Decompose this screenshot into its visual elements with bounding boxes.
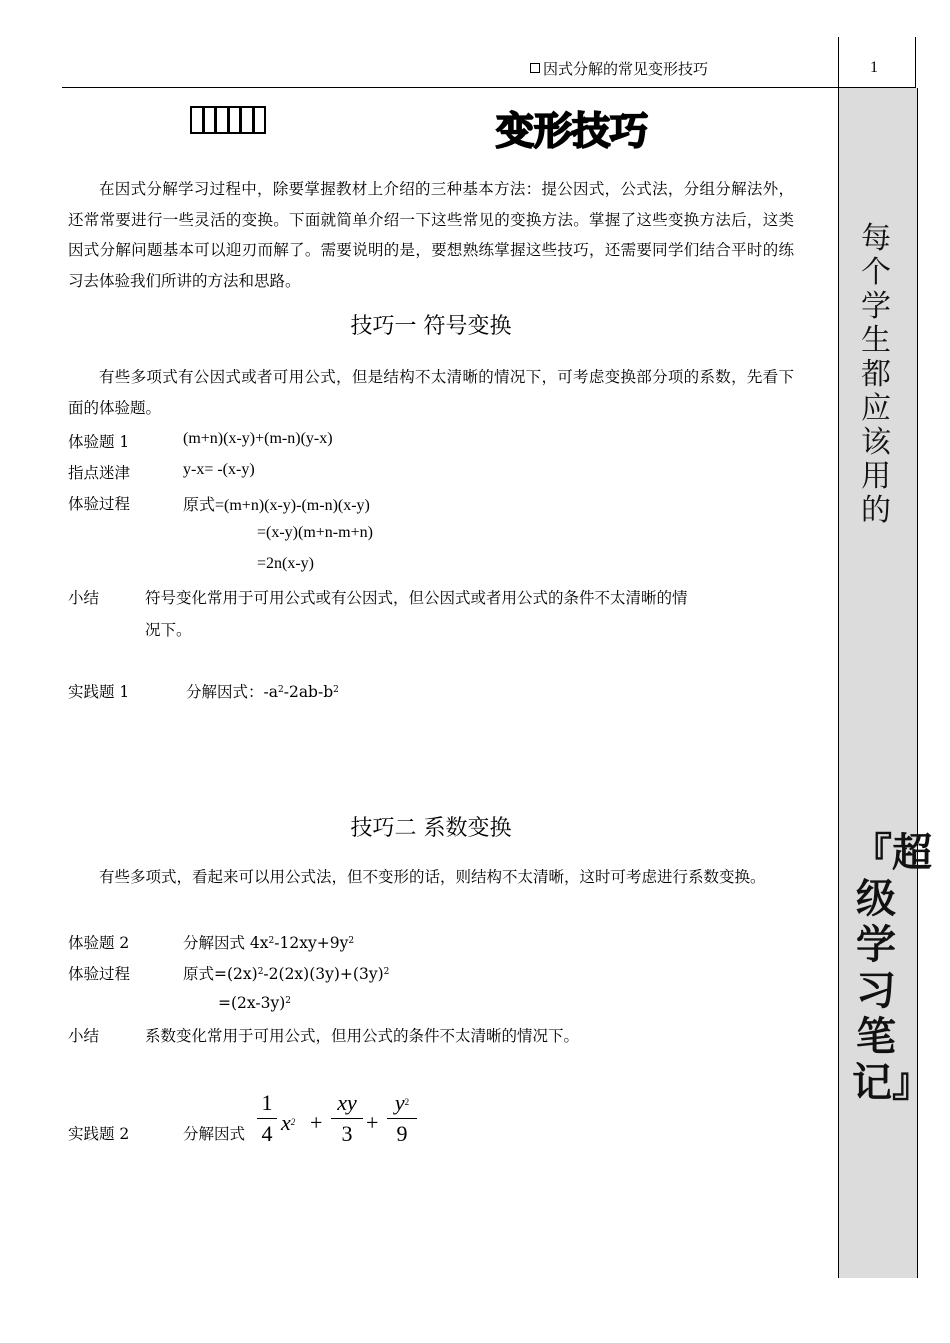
hint-value: y-x= -(x-y) — [183, 461, 255, 478]
logo-bars-icon — [190, 106, 266, 134]
summary2-text: 系数变化常用于可用公式，但用公式的条件不太清晰的情况下。 — [145, 1027, 580, 1045]
section1-intro: 有些多项式有公因式或者可用公式，但是结构不太清晰的情况下，可考虑变换部分项的系数，先看下面的体验题。 — [68, 368, 794, 417]
plus-sign-1: + — [310, 1110, 323, 1135]
proc1-line2: =(x-y)(m+n-m+n) — [257, 524, 373, 541]
practice1-expr: 分解因式：$-a^2-2ab-b^2$ — [186, 683, 339, 701]
practice2-prefix: 分解因式 — [183, 1125, 246, 1143]
summary1-line2: 况下。 — [145, 621, 192, 639]
summary2-label: 小结 — [68, 1027, 100, 1045]
proc1-label: 体验过程 — [68, 495, 131, 513]
summary1-line1: 符号变化常用于可用公式或有公因式，但公因式或者用公式的条件不太清晰的情 — [145, 589, 688, 607]
practice2-label: 实践题 2 — [68, 1125, 130, 1143]
proc1-line1: 原式=(m+n)(x-y)-(m-n)(x-y) — [183, 497, 370, 514]
fraction-xy-3: xy 3 — [331, 1090, 363, 1147]
fraction-y2-9: $y^2$ 9 — [387, 1090, 417, 1147]
hint-label: 指点迷津 — [68, 464, 131, 482]
header-rule — [62, 87, 839, 88]
section2-intro: 有些多项式，看起来可以用公式法，但不变形的话，则结构不太清晰，这时可考虑进行系数变换。 — [99, 868, 766, 886]
banner-title: 变形技巧 — [496, 109, 649, 153]
plus-sign-2: + — [366, 1110, 379, 1135]
section2-title: 技巧二 系数变换 — [350, 816, 512, 841]
exp1-value: (m+n)(x-y)+(m-n)(y-x) — [183, 430, 333, 447]
proc2-label: 体验过程 — [68, 965, 131, 983]
proc2-line1: 原式$=(2x)^2-2(2x)(3y)+(3y)^2$ — [183, 965, 390, 983]
sidebar-text-bottom: 『超级学习笔记』 — [852, 830, 932, 1106]
term-x-squared: $x^2$ — [281, 1110, 296, 1135]
summary1-label: 小结 — [68, 589, 100, 607]
section1-title: 技巧一 符号变换 — [350, 314, 512, 339]
header-divider-left — [838, 37, 839, 88]
proc1-line3: =2n(x-y) — [257, 555, 315, 572]
header-divider-right — [915, 37, 916, 88]
intro-paragraph: 在因式分解学习过程中，除要掌握教材上介绍的三种基本方法：提公因式，公式法，分组分解法外，还常常要进行一些灵活的变换。下面就简单介绍一下这些常见的变换方法。掌握了这些变换方法后，这类因式分解问题基本可以迎刃而解了。需要说明的是，要想熟练掌握这些技巧，还需要同学们结合平时的练习去体验我们所讲的方法和思路。 — [68, 180, 794, 290]
fraction-1-4: 1 4 — [257, 1090, 277, 1147]
exp2-expr: 分解因式 $4x^2-12xy+9y^2$ — [183, 934, 355, 952]
proc2-line2: $=(2x-3y)^2$ — [218, 994, 292, 1012]
checkbox-icon — [530, 63, 540, 73]
header-title: 因式分解的常见变形技巧 — [530, 58, 708, 79]
practice1-label: 实践题 1 — [68, 683, 130, 701]
page-number: 1 — [870, 59, 878, 76]
sidebar-text-top: 每个学生都应该用的 — [861, 221, 891, 528]
exp1-label: 体验题 1 — [68, 433, 130, 451]
exp2-label: 体验题 2 — [68, 934, 130, 952]
